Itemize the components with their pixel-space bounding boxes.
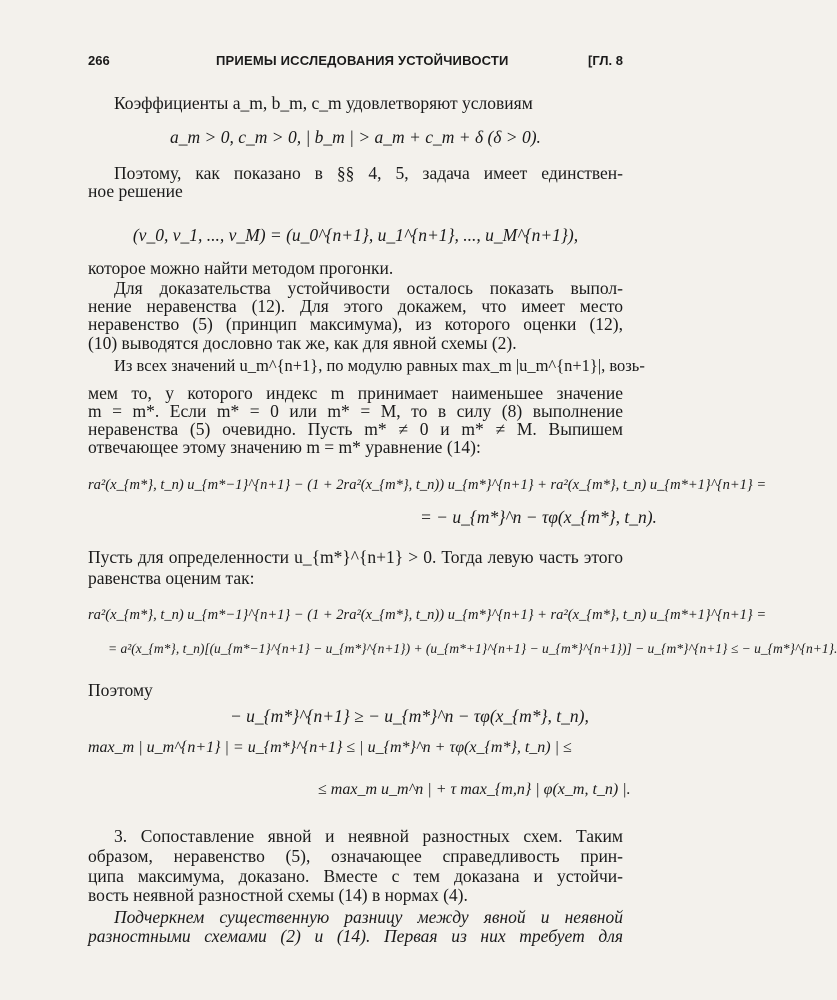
text-line: m = m*. Если m* = 0 или m* = M, то в силу (8) выполнение xyxy=(88,401,623,421)
formula-line: (v_0, v_1, ..., v_M) = (u_0^{n+1}, u_1^{n+1}, ..., u_M^{n+1}), xyxy=(132,225,579,245)
formula-line: ra²(x_{m*}, t_n) u_{m*−1}^{n+1} − (1 + 2ra²(x_{m*}, t_n)) u_{m*}^{n+1} + ra²(x_{m*}, t_n) u_{m*+1}^{n+1} = xyxy=(88,607,767,623)
text-line: Для доказательства устойчивости осталось показать выпол- xyxy=(114,278,623,298)
text-line: вость неявной разностной схемы (14) в нормах (4). xyxy=(88,885,468,905)
formula-line: ra²(x_{m*}, t_n) u_{m*−1}^{n+1} − (1 + 2ra²(x_{m*}, t_n)) u_{m*}^{n+1} + ra²(x_{m*}, t_n) u_{m*+1}^{n+1} = xyxy=(88,477,767,493)
page-number: 266 xyxy=(88,53,110,68)
formula-line: − u_{m*}^{n+1} ≥ − u_{m*}^n − τφ(x_{m*}, t_n), xyxy=(230,706,589,726)
text-line: ципа максимума, доказано. Вместе с тем доказана и устойчи- xyxy=(88,866,623,886)
text-line: Коэффициенты a_m, b_m, c_m удовлетворяют условиям xyxy=(114,93,533,113)
text-line: (10) выводятся дословно так же, как для явной схемы (2). xyxy=(88,333,517,353)
text-line: Пусть для определенности u_{m*}^{n+1} > 0. Тогда левую часть этого xyxy=(88,547,623,567)
formula-line: max_m | u_m^{n+1} | = u_{m*}^{n+1} ≤ | u_{m*}^n + τφ(x_{m*}, t_n) | ≤ xyxy=(88,739,572,756)
text-line: равенства оценим так: xyxy=(88,568,255,588)
text-line: Подчеркнем существенную разницу между явной и неявной xyxy=(114,907,623,927)
section-heading-line xyxy=(114,825,623,847)
text-line: нение неравенства (12). Для этого докажем, что имеет место xyxy=(88,296,623,316)
formula-line: ≤ max_m u_m^n | + τ max_{m,n} | φ(x_m, t_n) |. xyxy=(318,781,631,798)
text-line: неравенство (5) (принцип максимума), из которого оценки (12), xyxy=(88,314,623,334)
text-line: Поэтому xyxy=(88,680,153,700)
chapter-label: [ГЛ. 8 xyxy=(588,53,623,68)
text-line: разностными схемами (2) и (14). Первая из них требует для xyxy=(88,926,623,946)
text-line: отвечающее этому значению m = m* уравнение (14): xyxy=(88,437,481,457)
running-title: ПРИЕМЫ ИССЛЕДОВАНИЯ УСТОЙЧИВОСТИ xyxy=(216,53,509,68)
formula-line: = a²(x_{m*}, t_n)[(u_{m*−1}^{n+1} − u_{m*}^{n+1}) + (u_{m*+1}^{n+1} − u_{m*}^{n+1})] − u_{m*}^{n+1} ≤ − u_{m*}^{n+1}. xyxy=(108,641,837,656)
text-line: Поэтому, как показано в §§ 4, 5, задача имеет единствен- xyxy=(114,163,623,183)
text-line: которое можно найти методом прогонки. xyxy=(88,258,394,278)
text-line: неравенства (5) очевидно. Пусть m* ≠ 0 и m* ≠ M. Выпишем xyxy=(88,419,623,439)
formula-line: a_m > 0, c_m > 0, | b_m | > a_m + c_m + δ (δ > 0). xyxy=(170,127,541,147)
text-line: Из всех значений u_m^{n+1}, по модулю равных max_m |u_m^{n+1}|, возь- xyxy=(114,356,645,375)
text-line: мем то, у которого индекс m принимает наименьшее значение xyxy=(88,383,623,403)
text-line: ное решение xyxy=(88,181,183,201)
section-text: 3. Сопоставление явной и неявной разностных схем. Таким xyxy=(114,826,623,846)
formula-line: = − u_{m*}^n − τφ(x_{m*}, t_n). xyxy=(420,507,657,527)
text-line: образом, неравенство (5), означающее справедливость прин- xyxy=(88,846,623,866)
